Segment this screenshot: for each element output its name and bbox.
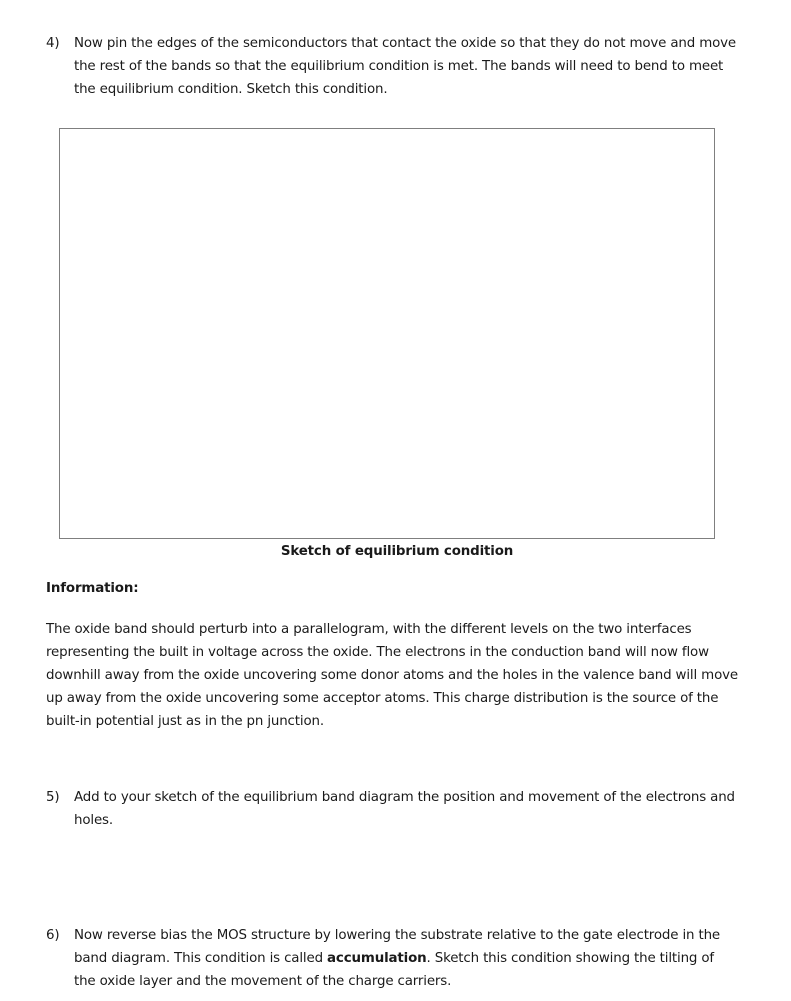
accumulation-term: accumulation <box>327 951 427 966</box>
sketch-area <box>59 128 715 539</box>
information-heading: Information: <box>46 581 139 596</box>
question-6-text <box>74 924 736 993</box>
question-5-text: Add to your sketch of the equilibrium band diagram the position and movement of the electrons and holes. <box>74 790 735 828</box>
information-body: The oxide band should perturb into a parallelogram, with the different levels on the two interfaces representing the built in voltage across the oxide. The electrons in the conduction band will now flow downhill away from the oxide uncovering some donor atoms and the holes in the valence band will move up away from the oxide uncovering some acceptor atoms. This charge distribution is the source of the built-in potential just as in the pn junction. <box>46 622 738 729</box>
question-5-number: 5) <box>46 790 60 805</box>
question-4-number: 4) <box>46 36 60 51</box>
sketch-caption: Sketch of equilibrium condition <box>280 544 514 559</box>
question-4 <box>46 32 736 101</box>
question-6-number: 6) <box>46 928 60 943</box>
question-5 <box>46 786 736 832</box>
question-6 <box>46 924 736 993</box>
question-4-text: Now pin the edges of the semiconductors that contact the oxide so that they do not move and move the rest of the bands so that the equilibrium condition is met. The bands will need to bend to meet the equilibrium condition. Sketch this condition. <box>74 36 737 97</box>
question-6-text-after: . Sketch this condition showing the tilting of the oxide layer and the movement of the charge carriers. <box>74 951 714 989</box>
question-6-text-before: Now reverse bias the MOS structure by lowering the substrate relative to the gate electrode in the band diagram. This condition is called <box>74 928 720 966</box>
